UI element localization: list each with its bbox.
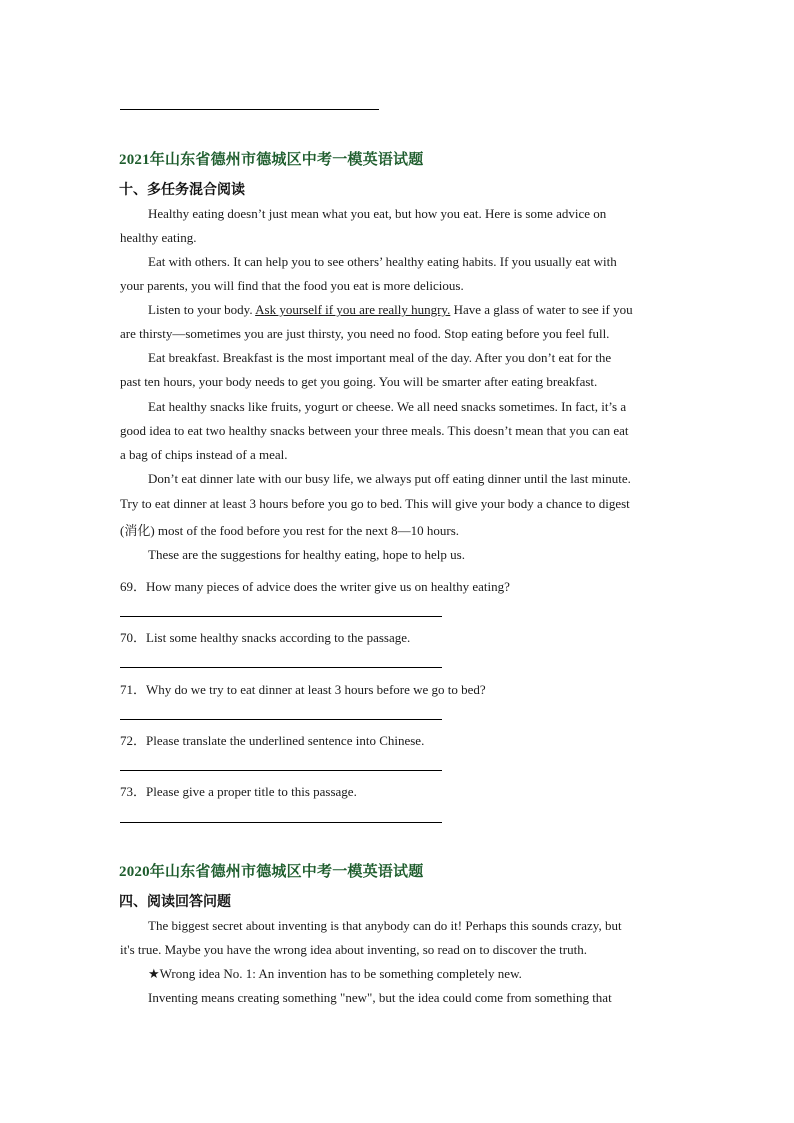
passage-1-line-15: These are the suggestions for healthy eating, hope to help us. — [148, 547, 465, 562]
passage-1-text: Listen to your body. — [148, 302, 253, 317]
question-69: 69．How many pieces of advice does the writer give us on healthy eating? — [120, 579, 510, 594]
section-2-title: 2020年山东省德州市德城区中考一模英语试题 — [119, 864, 424, 880]
answer-line-70[interactable] — [120, 667, 442, 668]
passage-1-text: Have a glass of water to see if you — [453, 302, 633, 317]
passage-2-line-4: Inventing means creating something "new", but the idea could come from something that — [148, 990, 612, 1005]
passage-1-line-7: Eat breakfast. Breakfast is the most important meal of the day. After you don’t eat for the — [148, 350, 612, 365]
section-2-subtitle: 四、阅读回答问题 — [119, 895, 231, 910]
answer-line-69[interactable] — [120, 616, 442, 617]
passage-1-line-6: are thirsty—sometimes you are just thirsty, you need no food. Stop eating before you feel full. — [120, 326, 610, 341]
question-70: 70．List some healthy snacks according to the passage. — [120, 630, 411, 645]
passage-1-line-3: Eat with others. It can help you to see others’ healthy eating habits. If you usually eat with — [148, 254, 617, 269]
question-73: 73．Please give a proper title to this passage. — [120, 784, 357, 799]
passage-1-line-14: (消化) most of the food before you rest for the next 8—10 hours. — [120, 523, 460, 538]
question-72: 72．Please translate the underlined sentence into Chinese. — [120, 733, 425, 748]
passage-1-line-13: Try to eat dinner at least 3 hours before you go to bed. This will give your body a chance to digest — [120, 496, 630, 511]
question-71: 71．Why do we try to eat dinner at least 3 hours before we go to bed? — [120, 682, 486, 697]
passage-1-line-10: good idea to eat two healthy snacks between your three meals. This doesn’t mean that you can eat — [120, 423, 629, 438]
section-1-subtitle: 十、多任务混合阅读 — [119, 183, 245, 198]
answer-line-72[interactable] — [120, 770, 442, 771]
passage-1-line-4: your parents, you will find that the food you eat is more delicious. — [120, 278, 464, 293]
header-rule — [120, 109, 379, 110]
passage-1-line-12: Don’t eat dinner late with our busy life, we always put off eating dinner until the last minute. — [148, 471, 631, 486]
passage-1-line-1: Healthy eating doesn’t just mean what you eat, but how you eat. Here is some advice on — [148, 206, 607, 221]
section-1-title: 2021年山东省德州市德城区中考一模英语试题 — [119, 152, 424, 168]
passage-1-line-9: Eat healthy snacks like fruits, yogurt or cheese. We all need snacks sometimes. In fact, it’s a — [148, 399, 627, 414]
passage-1-line-2: healthy eating. — [120, 230, 197, 245]
passage-2-line-1: The biggest secret about inventing is that anybody can do it! Perhaps this sounds crazy, but — [148, 918, 622, 933]
passage-2-line-3: ★Wrong idea No. 1: An invention has to be something completely new. — [148, 966, 522, 981]
answer-line-73[interactable] — [120, 822, 442, 823]
passage-2-line-2: it's true. Maybe you have the wrong idea about inventing, so read on to discover the truth. — [120, 942, 587, 957]
passage-1-line-5 — [148, 302, 633, 318]
answer-line-71[interactable] — [120, 719, 442, 720]
underlined-sentence: Ask yourself if you are really hungry. — [255, 302, 451, 317]
passage-1-line-8: past ten hours, your body needs to get you going. You will be smarter after eating breakfast. — [120, 374, 598, 389]
passage-1-line-11: a bag of chips instead of a meal. — [120, 447, 288, 462]
